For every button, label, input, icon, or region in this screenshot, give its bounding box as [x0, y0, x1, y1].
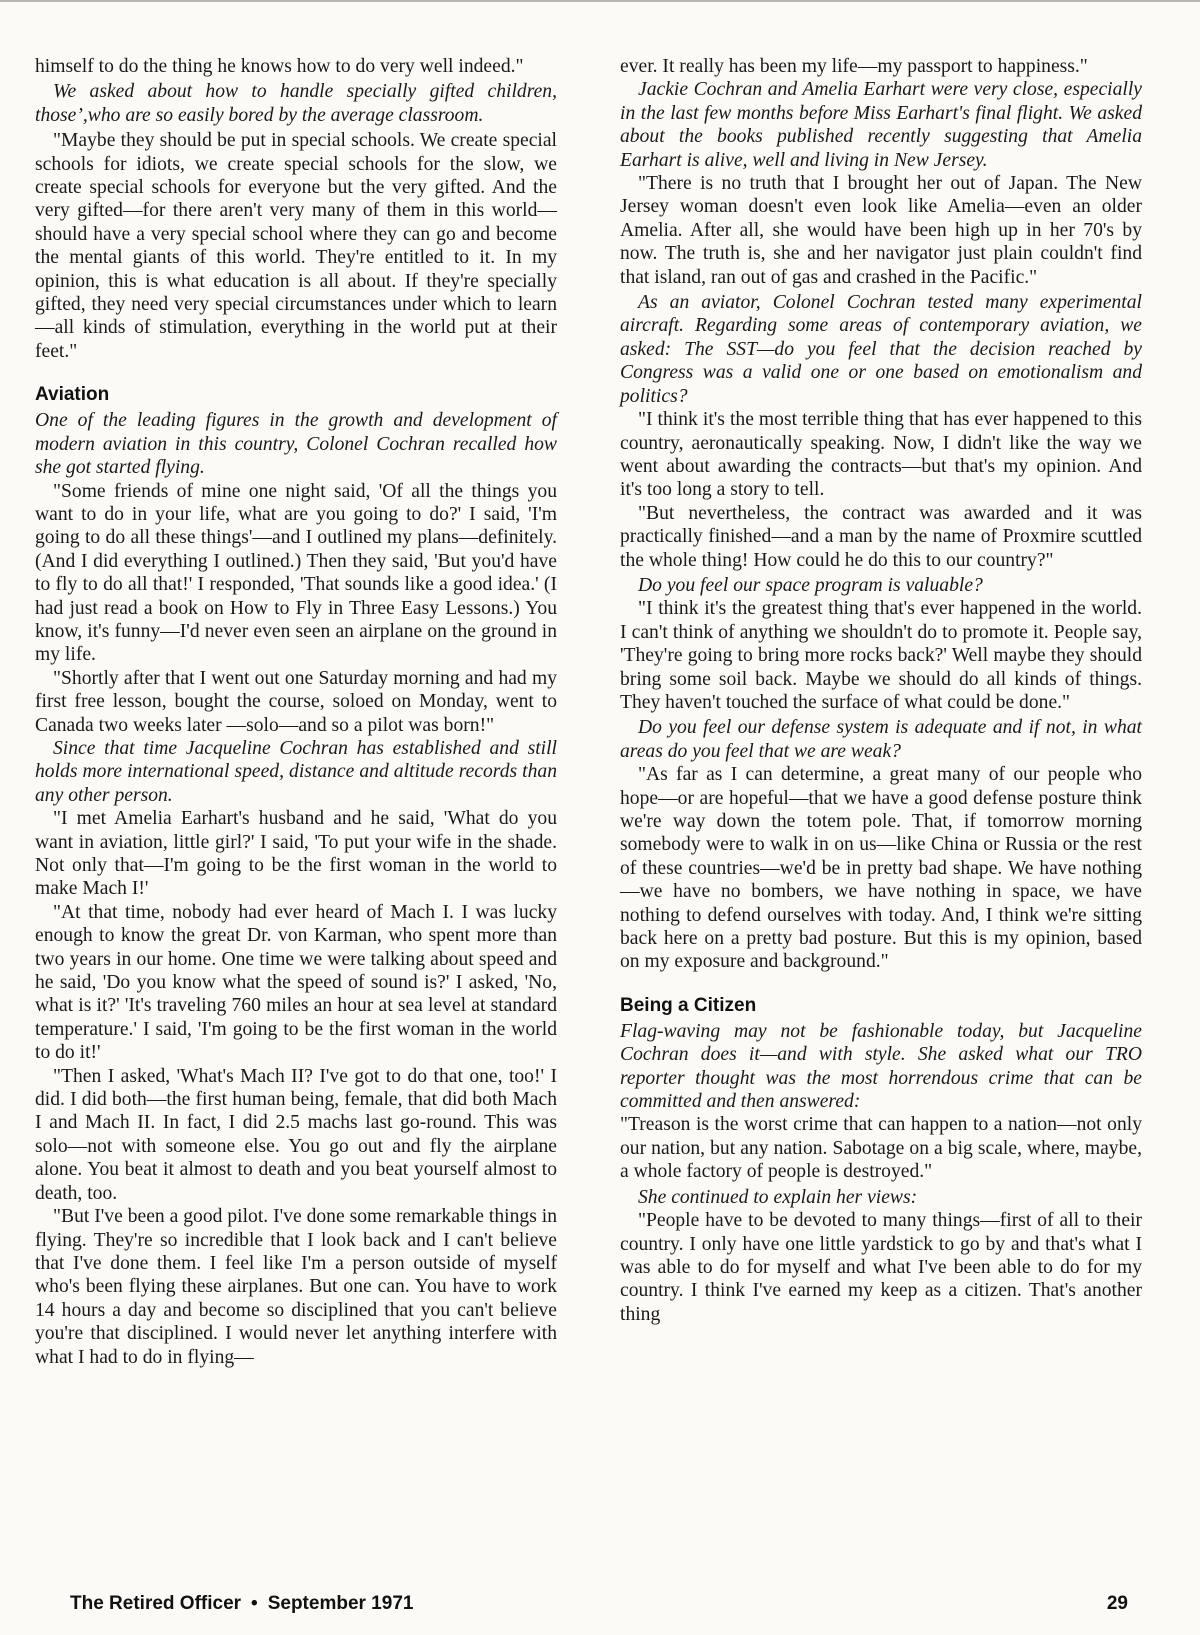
paragraph: "As far as I can determine, a great many of our people who hope—or are hopeful—that we have a good defense posture think we're way down the totem pole. That, if tomorrow morning somebody were to walk in on us—like China or Russia or the rest of these countries—we'd be in pretty bad shape. We have nothing—we have no bombers, we have nothing in space, we have nothing to defend ourselves with today. And, I think we're sitting back here on a pretty bad posture. But this is my opinion, based on my exposure and background.": [620, 764, 1142, 973]
footer-publication: The Retired Officer: [70, 1593, 242, 1614]
interviewer-question: As an aviator, Colonel Cochran tested many experimental aircraft. Regarding some areas of contemporary aviation, we asked: The SST—do you feel that the decision reached by Congress was a valid one or one based on emotionalism and politics?: [620, 292, 1142, 407]
paragraph: "Then I asked, 'What's Mach II? I've got to do that one, too!' I did. I did both—the first human being, female, that did both Mach I and Mach II. In fact, I did 2.5 machs last go-round. This was solo—not with someone else. You go out and fly the airplane alone. You beat it almost to death and you beat yourself almost to death, too.: [35, 1065, 557, 1204]
paragraph: "I think it's the greatest thing that's ever happened in the world. I can't think of anything we shouldn't do to promote it. People say, 'They're going to bring more rocks back?' Well maybe they should bring some soil back. Maybe we should do all kinds of things. They haven't touched the surface of what could be done.": [620, 598, 1142, 713]
interviewer-question: Do you feel our space program is valuable?: [638, 574, 983, 596]
interviewer-question: We asked about how to handle specially gifted children, those’,who are so easily bored by the average classroom.: [35, 81, 557, 126]
interviewer-note: Since that time Jacqueline Cochran has established and still holds more international speed, distance and altitude records than any other person.: [35, 737, 557, 806]
paragraph: "Maybe they should be put in special schools. We create special schools for idiots, we create special schools for the slow, we create special schools for everyone but the very gifted. And the very gifted—for there aren't very many of them in this world—should have a very special school where they can go and become the mental giants of this world. They're entitled to it. In my opinion, this is what education is all about. If they're specially gifted, they need very special circumstances under which to learn—all kinds of stimulation, everything in the world put at their feet.": [35, 130, 557, 362]
paragraph: "At that time, nobody had ever heard of Mach I. I was lucky enough to know the great Dr. von Karman, who spent more than two years in our home. One time we were talking about speed and he said, 'Do you know what the speed of sound is?' I asked, 'No, what is it?' 'It's traveling 760 miles an hour at sea level at standard temperature.' I said, 'I'm going to be the first woman in the world to do it!': [35, 901, 557, 1064]
paragraph: himself to do the thing he knows how to do very well indeed.": [35, 56, 524, 77]
footer-bullet: •: [251, 1593, 258, 1614]
footer-publication-line: [70, 1593, 413, 1615]
paragraph: "I think it's the most terrible thing that has ever happened to this country, aeronautically speaking. Now, I didn't like the way we went about awarding the contracts—but that's my opinion. And it's too long a story to tell.: [620, 409, 1142, 501]
paragraph: "Some friends of mine one night said, 'Of all the things you want to do in your life, what are you going to do?' I said, 'I'm going to do all these things'—and I outlined my plans—definitely. (And I did everything I outlined.) Then they said, 'But you'd have to fly to do all that!' I responded, 'That sounds like a good idea.' (I had just read a book on How to Fly in Three Easy Lessons.) You know, it's funny—I'd never even seen an airplane on the ground in my life.: [35, 480, 557, 666]
interviewer-question: Do you feel our defense system is adequate and if not, in what areas do you feel that we are weak?: [620, 717, 1142, 762]
page-number: 29: [1106, 1593, 1128, 1614]
interviewer-intro: Flag-waving may not be fashionable today, but Jacqueline Cochran does it—and with style. She asked what our TRO reporter thought was the most horrendous crime that can be committed and then answered:: [620, 1020, 1142, 1113]
section-heading-aviation: Aviation: [35, 384, 110, 406]
section-heading-being-a-citizen: Being a Citizen: [620, 994, 757, 1016]
paragraph: "I met Amelia Earhart's husband and he said, 'What do you want in aviation, little girl?' I said, 'To put your wife in the shade. Not only that—I'm going to be the first woman in the world to make Mach I!': [35, 808, 557, 900]
interviewer-note: She continued to explain her views:: [638, 1186, 918, 1208]
top-edge-rule: [0, 0, 1200, 2]
interviewer-intro: One of the leading figures in the growth and development of modern aviation in this country, Colonel Cochran recalled how she got started flying.: [35, 410, 557, 479]
right-column: [620, 55, 1142, 1326]
paragraph: "But I've been a good pilot. I've done some remarkable things in flying. They're so incredible that I look back and I can't believe that I've done them. I feel like I'm a person outside of myself who's been flying these airplanes. But one can. You have to work 14 hours a day and become so disciplined that you can't believe you're that disciplined. I would never let anything interfere with what I had to do in flying—: [35, 1206, 557, 1368]
paragraph: "Shortly after that I went out one Saturday morning and had my first free lesson, bought the course, soloed on Monday, went to Canada two weeks later —solo—and so a pilot was born!": [35, 667, 557, 736]
paragraph: "There is no truth that I brought her out of Japan. The New Jersey woman doesn't even look like Amelia—even an older Amelia. After all, she would have been high up in her 70's by now. The truth is, she and her navigator just plain couldn't find that island, ran out of gas and crashed in the Pacific.": [620, 173, 1142, 288]
interviewer-question: Jackie Cochran and Amelia Earhart were very close, especially in the last few months before Miss Earhart's final flight. We asked about the books published recently suggesting that Amelia Earhart is alive, well and living in New Jersey.: [620, 79, 1142, 171]
paragraph: "People have to be devoted to many things—first of all to their country. I only have one little yardstick to go by and that's what I was able to do for myself and what I've been able to do for my country. I think I've earned my keep as a citizen. That's another thing: [620, 1210, 1142, 1325]
paragraph: ever. It really has been my life—my passport to happiness.": [620, 56, 1088, 77]
left-column: [35, 55, 557, 1369]
paragraph: "But nevertheless, the contract was awarded and it was practically finished—and a man by the name of Proxmire scuttled the whole thing! How could he do this to our country?": [620, 502, 1142, 571]
footer-date: September 1971: [267, 1593, 414, 1614]
paragraph: "Treason is the worst crime that can happen to a nation—not only our nation, but any nation. Sabotage on a big scale, where, maybe, a whole factory of people is destroyed.": [620, 1114, 1142, 1183]
